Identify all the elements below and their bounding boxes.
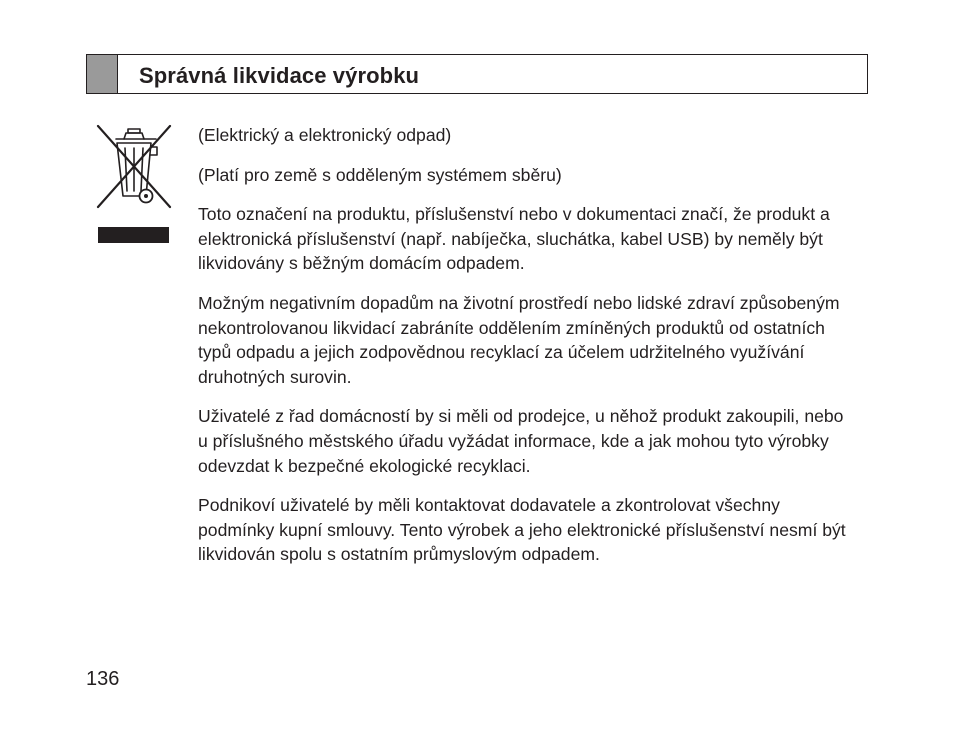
bin-underline-bar	[98, 227, 169, 243]
section-header	[86, 54, 868, 94]
paragraph-household-users: Uživatelé z řad domácností by si měli od prodejce, u něhož produkt zakoupili, nebo u příslušného městského úřadu vyžádat informace, kde a jak mohou tyto výrobky odevzdat k bezpečné ekologické recyklaci.	[198, 406, 844, 476]
paragraph-marking-meaning: Toto označení na produktu, příslušenství nebo v dokumentaci značí, že produkt a elektronická příslušenství (např. nabíječka, sluchátka, kabel USB) by neměly být likvidovány s běžným domácím odpadem.	[198, 204, 830, 274]
section-title: Správná likvidace výrobku	[139, 63, 420, 88]
paragraph-business-users: Podnikoví uživatelé by měli kontaktovat dodavatele a zkontrolovat všechny podmínky kupní smlouvy. Tento výrobek a jeho elektronické příslušenství nesmí být likvidován spolu s ostatním průmyslovým odpadem.	[198, 495, 846, 565]
crossed-out-wheelie-bin-icon	[95, 122, 173, 246]
page-number: 136	[86, 668, 120, 690]
paragraph-applicability: (Platí pro země s odděleným systémem sběru)	[198, 164, 562, 185]
header-tab-marker	[87, 55, 118, 93]
paragraph-environmental-impact: Možným negativním dopadům na životní prostředí nebo lidské zdraví způsobeným nekontrolovanou likvidací zabráníte oddělením zmíněných produktů od ostatních typů odpadu a jejich zodpovědnou recyklací za účelem udržitelného využívání druhotných surovin.	[198, 292, 840, 387]
paragraph-waste-type: (Elektrický a elektronický odpad)	[198, 125, 452, 145]
document-body	[198, 123, 858, 582]
